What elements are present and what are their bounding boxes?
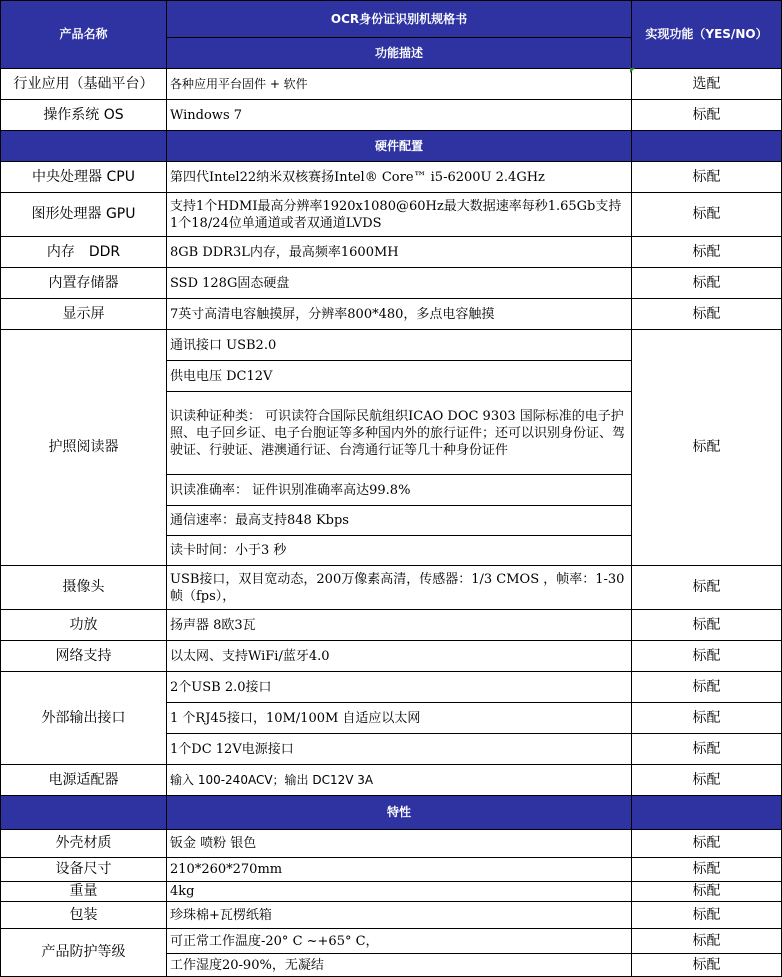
row-status: 标配 xyxy=(632,954,782,977)
passport-item: 通信速率：最高支持848 Kbps xyxy=(167,506,632,536)
row-label: 重量 xyxy=(0,882,167,902)
row-label: 显示屏 xyxy=(0,299,167,330)
passport-item: 读卡时间：小于3 秒 xyxy=(167,536,632,566)
row-status: 标配 xyxy=(632,858,782,882)
row-status: 标配 xyxy=(632,929,782,954)
output-item: 1个DC 12V电源接口 xyxy=(167,734,632,765)
section-header-blank xyxy=(0,131,167,162)
row-status: 标配 xyxy=(632,162,782,193)
passport-item: 通讯接口 USB2.0 xyxy=(167,330,632,361)
header-product-name: 产品名称 xyxy=(0,0,167,69)
row-status: 标配 xyxy=(632,610,782,641)
row-status: 标配 xyxy=(632,193,782,237)
row-label: 电源适配器 xyxy=(0,765,167,796)
row-label: 设备尺寸 xyxy=(0,858,167,882)
row-value: SSD 128G固态硬盘 xyxy=(167,268,632,299)
row-label-output: 外部输出接口 xyxy=(0,672,167,765)
passport-item: 识读准确率： 证件识别准确率高达99.8% xyxy=(167,475,632,506)
row-status: 标配 xyxy=(632,330,782,566)
row-value: 各种应用平台固件 + 软件 xyxy=(167,69,632,100)
row-status: 标配 xyxy=(632,672,782,703)
row-label: 内置存储器 xyxy=(0,268,167,299)
row-status: 标配 xyxy=(632,237,782,268)
section-header-features: 特性 xyxy=(167,796,632,830)
row-status: 标配 xyxy=(632,566,782,610)
row-status: 标配 xyxy=(632,641,782,672)
row-label: 行业应用（基础平台） xyxy=(0,69,167,100)
cell-marker-icon xyxy=(630,68,635,73)
row-value: 4kg xyxy=(167,882,632,902)
output-item: 2个USB 2.0接口 xyxy=(167,672,632,703)
row-status: 选配 xyxy=(632,69,782,100)
row-label: 外壳材质 xyxy=(0,830,167,858)
row-label-protection: 产品防护等级 xyxy=(0,929,167,977)
row-status: 标配 xyxy=(632,299,782,330)
row-value: 珍珠棉+瓦楞纸箱 xyxy=(167,902,632,929)
row-label: 网络支持 xyxy=(0,641,167,672)
row-label: 图形处理器 GPU xyxy=(0,193,167,237)
row-value: 8GB DDR3L内存，最高频率1600MH xyxy=(167,237,632,268)
row-value: 第四代Intel22纳米双核赛扬Intel® Core™ i5-6200U 2.4GHz xyxy=(167,162,632,193)
row-value: 钣金 喷粉 银色 xyxy=(167,830,632,858)
row-status: 标配 xyxy=(632,100,782,131)
protection-item: 可正常工作温度-20° C ~+65° C， xyxy=(167,929,632,954)
protection-item: 工作湿度20-90%，无凝结 xyxy=(167,954,632,977)
row-value: 输入 100-240ACV；输出 DC12V 3A xyxy=(167,765,632,796)
row-value: Windows 7 xyxy=(167,100,632,131)
row-label: 摄像头 xyxy=(0,566,167,610)
row-value: USB接口，双目宽动态，200万像素高清，传感器：1/3 CMOS ，帧率：1-30帧（fps）， xyxy=(167,566,632,610)
row-status: 标配 xyxy=(632,902,782,929)
row-value: 7英寸高清电容触摸屏，分辨率800*480，多点电容触摸 xyxy=(167,299,632,330)
row-label-passport: 护照阅读器 xyxy=(0,330,167,566)
row-status: 标配 xyxy=(632,268,782,299)
row-status: 标配 xyxy=(632,830,782,858)
row-value: 支持1个HDMI最高分辨率1920x1080@60Hz最大数据速率每秒1.65Gb支持1个18/24位单通道或者双通道LVDS xyxy=(167,193,632,237)
row-status: 标配 xyxy=(632,734,782,765)
header-function-desc: 功能描述 xyxy=(167,38,632,69)
output-item: 1 个RJ45接口，10M/100M 自适应以太网 xyxy=(167,703,632,734)
header-spec-title: OCR身份证识别机规格书 xyxy=(167,0,632,38)
row-status: 标配 xyxy=(632,765,782,796)
section-header-blank xyxy=(632,796,782,830)
row-label: 包装 xyxy=(0,902,167,929)
section-header-hardware: 硬件配置 xyxy=(167,131,632,162)
header-implement: 实现功能（YES/NO） xyxy=(632,0,782,69)
row-value: 以太网、支持WiFi/蓝牙4.0 xyxy=(167,641,632,672)
row-status: 标配 xyxy=(632,703,782,734)
section-header-blank xyxy=(632,131,782,162)
row-label: 内存 DDR xyxy=(0,237,167,268)
passport-item: 供电电压 DC12V xyxy=(167,361,632,392)
row-label: 功放 xyxy=(0,610,167,641)
row-label: 操作系统 OS xyxy=(0,100,167,131)
row-value: 210*260*270mm xyxy=(167,858,632,882)
section-header-blank xyxy=(0,796,167,830)
row-status: 标配 xyxy=(632,882,782,902)
passport-item: 识读种证种类： 可识读符合国际民航组织ICAO DOC 9303 国际标准的电子护照、电子回乡证、电子台胞证等多种国内外的旅行证件；还可以识别身份证、驾驶证、行驶证、港澳通行证、台湾通行证等几十种身份证件 xyxy=(167,392,632,475)
row-value: 扬声器 8欧3瓦 xyxy=(167,610,632,641)
row-label: 中央处理器 CPU xyxy=(0,162,167,193)
